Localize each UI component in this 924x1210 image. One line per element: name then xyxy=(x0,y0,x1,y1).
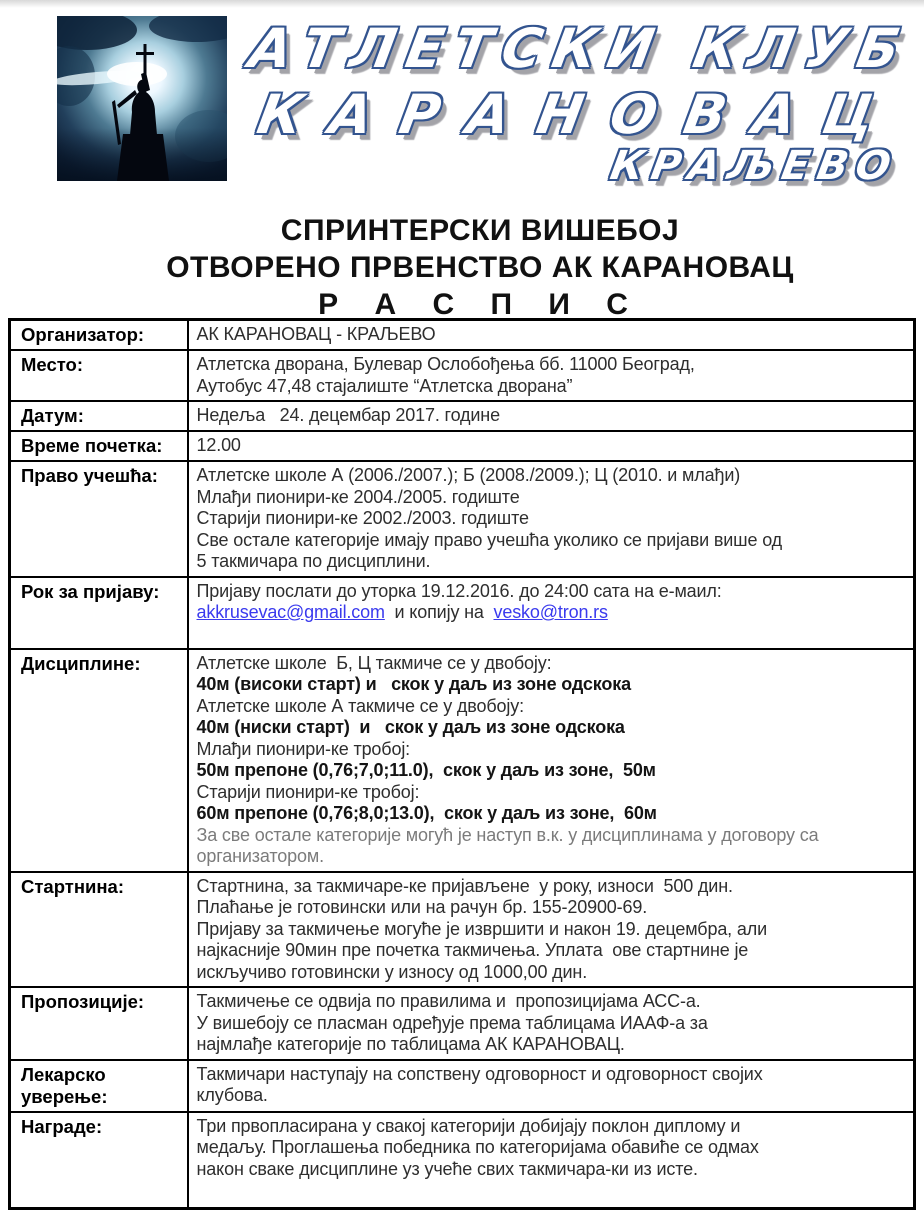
row-content-datum xyxy=(188,401,915,431)
text-segment: Пријаву за такмичење могуће је извршити и након 19. децембра, али xyxy=(196,918,768,939)
content-line xyxy=(197,696,906,718)
content-line xyxy=(197,508,906,530)
email-link[interactable]: akkrusevac@gmail.com xyxy=(196,602,385,622)
text-segment: Атлетске школе А такмиче се у двобоју: xyxy=(196,695,524,716)
club-name-line1: АТЛЕТСКИ КЛУБ xyxy=(244,17,916,80)
text-segment: Плаћање је готовински или на рачун бр. 155-20900-69. xyxy=(196,897,648,917)
text-segment: АК КАРАНОВАЦ - КРАЉЕВО xyxy=(196,324,436,344)
content-line xyxy=(197,376,906,398)
row-content-propozicije xyxy=(188,987,915,1060)
table-row-rok-za-prijavu xyxy=(10,577,915,649)
text-segment: Млађи пионири-ке тробој: xyxy=(196,738,411,759)
row-content-mesto xyxy=(188,350,915,401)
content-line xyxy=(197,354,906,376)
content-line xyxy=(197,803,906,825)
title-line2: ОТВОРЕНО ПРВЕНСТВО АК КАРАНОВАЦ xyxy=(166,251,794,284)
table-row-mesto xyxy=(10,350,915,401)
content-line xyxy=(197,940,906,962)
club-name-wordart xyxy=(246,16,914,190)
content-line xyxy=(197,581,906,603)
text-segment: 5 такмичара по дисциплини. xyxy=(196,551,431,571)
table-row-organizator xyxy=(10,320,915,351)
content-line xyxy=(197,551,906,573)
text-segment: 12.00 xyxy=(196,435,241,455)
text-segment: и копију на xyxy=(384,602,494,622)
club-logo-photo xyxy=(57,16,227,181)
table-row-vreme-pocetka xyxy=(10,431,915,461)
title-line3: Р А С П И С xyxy=(318,288,642,321)
row-label-lekarsko-uverenje: Лекарско уверење: xyxy=(10,1060,188,1112)
title-line1: СПРИНТЕРСКИ ВИШЕБОЈ xyxy=(280,214,680,247)
table-row-startnina xyxy=(10,872,915,988)
content-line xyxy=(197,1116,906,1138)
row-label-propozicije: Пропозиције: xyxy=(10,987,188,1060)
row-content-discipline xyxy=(188,649,915,872)
text-segment: медаљу. Проглашења победника по категоријама обавиће се одмах xyxy=(196,1137,759,1157)
text-segment: Све остале категорије имају право учешћа уколико се пријави више од xyxy=(196,529,783,550)
text-segment: Старији пионири-ке 2002./2003. годиште xyxy=(196,508,529,528)
row-label-discipline: Дисциплине: xyxy=(10,649,188,872)
text-segment: 40м (ниски старт) и скок у даљ из зоне одскока xyxy=(196,717,625,737)
row-label-rok-za-prijavu: Рок за пријаву: xyxy=(10,577,188,649)
text-segment: Три првопласирана у свакој категорији добијају поклон диплому и xyxy=(196,1115,741,1136)
text-segment: најмлађе категорије по таблицама АК КАРАНОВАЦ. xyxy=(196,1034,625,1054)
content-line xyxy=(197,846,906,868)
content-line xyxy=(197,962,906,984)
content-line xyxy=(197,1013,906,1035)
content-line xyxy=(197,435,906,457)
row-label-startnina: Стартнина: xyxy=(10,872,188,988)
content-line xyxy=(197,653,906,675)
text-segment: организатором. xyxy=(196,846,324,866)
text-segment: Такмичење се одвија по правилима и пропозицијама АСС-а. xyxy=(196,991,701,1011)
club-name-line2: КАРАНОВАЦ xyxy=(252,83,908,146)
text-segment: Млађи пионири-ке 2004./2005. годиште xyxy=(196,486,520,507)
row-label-nagrade: Награде: xyxy=(10,1112,188,1209)
email-link[interactable]: vesko@tron.rs xyxy=(493,602,608,622)
content-line xyxy=(197,1159,906,1181)
text-segment: 60м препоне (0,76;8,0;13.0), скок у даљ из зоне, 60м xyxy=(196,803,657,823)
content-line xyxy=(197,760,906,782)
table-row-propozicije xyxy=(10,987,915,1060)
content-line xyxy=(197,530,906,552)
table-row-pravo-ucesca xyxy=(10,461,915,577)
document-title xyxy=(0,212,924,323)
row-content-lekarsko-uverenje xyxy=(188,1060,915,1112)
content-line xyxy=(197,602,906,624)
content-line xyxy=(197,1034,906,1056)
row-content-rok-za-prijavu xyxy=(188,577,915,649)
row-content-pravo-ucesca xyxy=(188,461,915,577)
content-line xyxy=(197,782,906,804)
statue-with-cross-illustration xyxy=(57,16,227,181)
content-line xyxy=(197,717,906,739)
content-line xyxy=(197,1085,906,1107)
row-content-nagrade xyxy=(188,1112,915,1209)
text-segment: Аутобус 47,48 стајалиште “Атлетска дворана” xyxy=(196,375,573,396)
content-line xyxy=(197,825,906,847)
text-segment: За све остале категорије могућ је наступ в.к. у дисциплинама у договору са xyxy=(196,824,819,845)
content-line xyxy=(197,1064,906,1086)
content-line xyxy=(197,674,906,696)
text-segment: најкасније 90мин пре почетка такмичења. Уплата ове стартнине је xyxy=(196,940,749,960)
scan-edge-strip xyxy=(0,0,924,8)
content-line xyxy=(197,739,906,761)
text-segment: Атлетска дворана, Булевар Ослобођења бб. 11000 Београд, xyxy=(196,354,695,374)
text-segment: Атлетске школе А (2006./2007.); Б (2008./2009.); Ц (2010. и млађи) xyxy=(196,465,741,485)
text-segment: Недеља 24. децембар 2017. године xyxy=(196,405,500,425)
row-content-vreme-pocetka xyxy=(188,431,915,461)
content-line xyxy=(197,876,906,898)
table-row-lekarsko-uverenje xyxy=(10,1060,915,1112)
row-label-pravo-ucesca: Право учешћа: xyxy=(10,461,188,577)
table-row-datum xyxy=(10,401,915,431)
text-segment: након сваке дисциплине уз учеће свих такмичара-ки из исте. xyxy=(196,1158,698,1179)
row-label-vreme-pocetka: Време почетка: xyxy=(10,431,188,461)
row-content-organizator xyxy=(188,320,915,351)
content-line xyxy=(197,324,906,346)
table-row-discipline xyxy=(10,649,915,872)
text-segment: искључиво готовински у износу од 1000,00 дин. xyxy=(196,961,588,982)
table-row-nagrade xyxy=(10,1112,915,1209)
content-line xyxy=(197,487,906,509)
row-label-mesto: Место: xyxy=(10,350,188,401)
text-segment: 50м препоне (0,76;7,0;11.0), скок у даљ из зоне, 50м xyxy=(196,760,656,780)
row-label-datum: Датум: xyxy=(10,401,188,431)
text-segment: Пријаву послати до уторка 19.12.2016. до 24:00 сата на е-маил: xyxy=(196,580,722,601)
text-segment: У вишебоју се пласман одређује према таблицама ИААФ-а за xyxy=(196,1012,708,1033)
content-line xyxy=(197,991,906,1013)
text-segment: Атлетске школе Б, Ц такмиче се у двобоју: xyxy=(196,652,552,673)
content-line xyxy=(197,465,906,487)
text-segment: Старији пионири-ке тробој: xyxy=(196,781,420,802)
content-line xyxy=(197,1137,906,1159)
text-segment: Стартнина, за такмичаре-ке пријављене у року, износи 500 дин. xyxy=(196,875,733,896)
content-line xyxy=(197,897,906,919)
text-segment: 40м (високи старт) и скок у даљ из зоне одскока xyxy=(196,674,631,694)
content-line xyxy=(197,405,906,427)
content-line xyxy=(197,919,906,941)
text-segment: Такмичари наступају на сопствену одговорност и одговорност својих xyxy=(196,1063,763,1084)
club-city: КРАЉЕВО xyxy=(606,143,903,189)
announcement-table xyxy=(8,318,916,1210)
text-segment: клубова. xyxy=(196,1085,268,1105)
row-label-organizator: Организатор: xyxy=(10,320,188,351)
row-content-startnina xyxy=(188,872,915,988)
